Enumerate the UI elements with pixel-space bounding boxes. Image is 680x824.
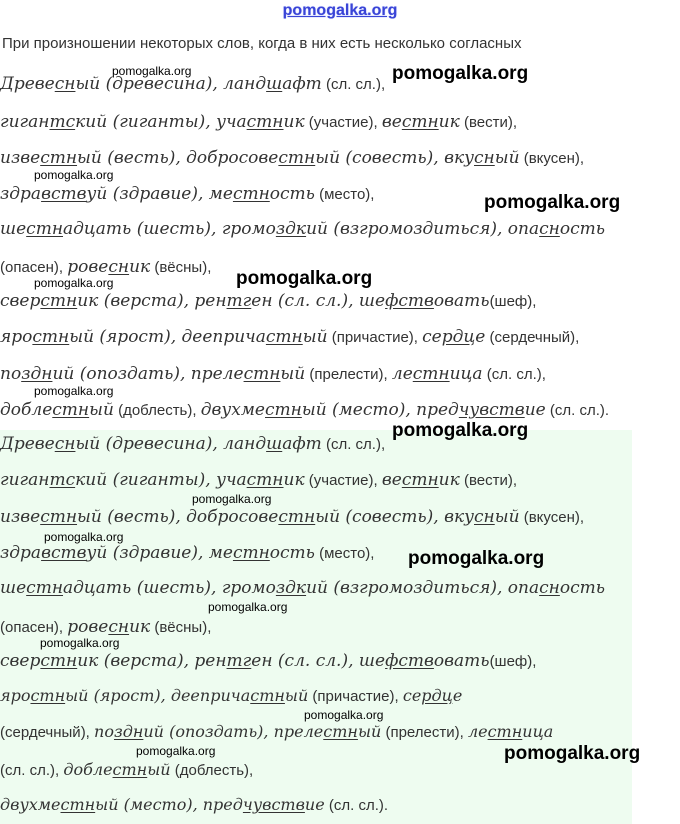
underlined-letters: стн: [40, 148, 78, 168]
underlined-letters: сн: [54, 74, 76, 94]
text-line: [0, 543, 374, 563]
text-segment: здра: [0, 543, 42, 563]
text-segment: уй (здравие), ме: [86, 184, 233, 204]
text-segment: ен (сл. сл.), ше: [251, 651, 386, 671]
underlined-letters: стн: [60, 795, 96, 814]
underlined-letters: сн: [54, 434, 76, 454]
text-segment: (вести),: [459, 114, 517, 131]
text-segment: (сл. сл.),: [321, 76, 386, 93]
text-segment: ик (верста), рен: [77, 651, 227, 671]
underlined-letters: рдц: [441, 327, 476, 347]
text-segment: (место),: [314, 186, 375, 203]
text-segment: ость: [559, 578, 605, 598]
underlined-letters: стн: [250, 686, 285, 705]
text-segment: се: [422, 327, 442, 347]
text-segment: се: [402, 686, 422, 705]
text-segment: (шеф),: [489, 293, 537, 310]
text-line: [0, 617, 211, 637]
text-segment: ик: [129, 257, 151, 277]
text-segment: ле: [467, 722, 488, 741]
underlined-letters: ш: [266, 434, 283, 454]
text-segment: ик: [283, 112, 305, 132]
underlined-letters: чувств: [242, 795, 305, 814]
text-segment: ый (совесть), вку: [315, 507, 475, 527]
text-segment: ик: [283, 470, 305, 490]
watermark: pomogalka.org: [504, 743, 641, 764]
text-segment: ве: [381, 112, 402, 132]
text-segment: овать: [433, 291, 490, 311]
text-segment: ик: [129, 617, 151, 637]
text-line: [0, 760, 253, 779]
text-segment: ий (взгромоздиться), опа: [306, 219, 540, 239]
underlined-letters: сн: [474, 507, 495, 527]
underlined-letters: сн: [108, 617, 130, 637]
text-line: [0, 578, 605, 598]
text-segment: гиган: [0, 112, 50, 132]
text-segment: ый (ярост), дееприча: [65, 686, 251, 705]
text-segment: (доблесть),: [113, 402, 201, 419]
watermark: pomogalka.org: [304, 708, 384, 722]
text-segment: изве: [0, 507, 41, 527]
text-line: [0, 795, 388, 814]
underlined-letters: стн: [40, 651, 78, 671]
underlined-letters: сн: [539, 578, 560, 598]
underlined-letters: тс: [49, 112, 76, 132]
text-line: [0, 722, 553, 741]
text-segment: ый: [280, 364, 306, 384]
text-segment: яро: [0, 327, 33, 347]
text-segment: (прелести),: [305, 366, 392, 383]
text-segment: (прелести),: [381, 724, 468, 741]
underlined-letters: стн: [26, 219, 64, 239]
text-segment: добле: [0, 400, 53, 420]
text-line: [0, 434, 385, 454]
text-segment: (вёсны),: [150, 619, 212, 636]
underlined-letters: стн: [246, 112, 284, 132]
text-segment: ый (место), пред: [301, 400, 459, 420]
underlined-letters: фств: [385, 651, 434, 671]
text-segment: ица: [522, 722, 554, 741]
underlined-letters: стн: [412, 364, 450, 384]
watermark: pomogalka.org: [208, 600, 288, 614]
text-line: [0, 291, 536, 311]
text-segment: (сл. сл.),: [0, 762, 64, 779]
text-segment: ый: [302, 327, 328, 347]
text-segment: е: [475, 327, 486, 347]
text-segment: ий (опоздать), преле: [143, 722, 324, 741]
underlined-letters: стн: [323, 722, 358, 741]
underlined-letters: сн: [539, 219, 560, 239]
text-segment: (сл. сл.),: [321, 436, 386, 453]
text-segment: ве: [381, 470, 402, 490]
text-line: [0, 184, 374, 204]
text-segment: ий (опоздать), преле: [52, 364, 244, 384]
text-segment: по: [0, 364, 22, 384]
underlined-letters: здн: [113, 722, 144, 741]
text-segment: ый (весть), добросове: [77, 507, 279, 527]
text-segment: адцать (шесть), громо: [63, 219, 276, 239]
text-segment: свер: [0, 291, 41, 311]
underlined-letters: тс: [49, 470, 76, 490]
text-segment: (сердечный),: [485, 329, 580, 346]
text-line: [0, 112, 517, 132]
text-line: [0, 219, 605, 239]
text-segment: ый (весть), добросове: [77, 148, 279, 168]
underlined-letters: стн: [278, 507, 316, 527]
text-segment: е: [452, 686, 463, 705]
text-segment: яро: [0, 686, 31, 705]
text-segment: (сл. сл.),: [482, 366, 546, 383]
text-segment: ие: [524, 400, 546, 420]
text-segment: (сл. сл.).: [545, 402, 610, 419]
text-segment: (участие),: [304, 472, 382, 489]
watermark: pomogalka.org: [192, 492, 272, 506]
text-line: [0, 327, 579, 347]
underlined-letters: стн: [278, 148, 316, 168]
text-segment: (место),: [314, 545, 375, 562]
text-segment: Древе: [0, 74, 55, 94]
text-segment: ый (древесина), ланд: [75, 74, 267, 94]
text-segment: (доблесть),: [170, 762, 254, 779]
text-segment: уй (здравие), ме: [86, 543, 233, 563]
watermark: pomogalka.org: [44, 530, 124, 544]
underlined-letters: стн: [232, 543, 270, 563]
watermark: pomogalka.org: [392, 63, 529, 84]
underlined-letters: стн: [26, 578, 64, 598]
underlined-letters: стн: [401, 112, 439, 132]
intro-text: При произношении некоторых слов, когда в них есть несколько согласных: [2, 35, 522, 52]
text-line: [0, 507, 584, 527]
text-segment: ик: [438, 112, 460, 132]
underlined-letters: стн: [232, 184, 270, 204]
underlined-letters: стн: [40, 507, 78, 527]
text-segment: ый: [284, 686, 309, 705]
text-segment: по: [94, 722, 114, 741]
text-segment: ик (верста), рен: [77, 291, 227, 311]
underlined-letters: тг: [226, 651, 252, 671]
text-segment: ше: [0, 578, 27, 598]
underlined-letters: стн: [112, 760, 148, 779]
underlined-letters: стн: [265, 327, 303, 347]
text-segment: ен (сл. сл.), ше: [251, 291, 386, 311]
watermark: pomogalka.org: [236, 268, 373, 289]
underlined-letters: фств: [385, 291, 434, 311]
underlined-letters: стн: [30, 686, 66, 705]
text-segment: (шеф),: [489, 653, 537, 670]
underlined-letters: здк: [275, 219, 307, 239]
text-line: [0, 74, 385, 94]
underlined-letters: стн: [401, 470, 439, 490]
text-segment: (вкусен),: [519, 509, 585, 526]
underlined-letters: здк: [275, 578, 307, 598]
text-segment: рове: [67, 257, 109, 277]
text-line: [0, 686, 462, 705]
text-segment: ый (совесть), вку: [315, 148, 475, 168]
text-segment: (участие),: [304, 114, 382, 131]
watermark: pomogalka.org: [112, 64, 192, 78]
text-segment: (вкусен),: [519, 150, 585, 167]
underlined-letters: чувств: [458, 400, 525, 420]
underlined-letters: здн: [21, 364, 53, 384]
text-segment: ше: [0, 219, 27, 239]
text-line: [0, 257, 211, 277]
underlined-letters: ш: [266, 74, 283, 94]
underlined-letters: тг: [226, 291, 252, 311]
text-segment: ик: [438, 470, 460, 490]
text-segment: свер: [0, 651, 41, 671]
text-segment: ость: [269, 543, 315, 563]
text-line: [0, 470, 517, 490]
text-segment: добле: [63, 760, 113, 779]
text-segment: рове: [67, 617, 109, 637]
text-segment: (сл. сл.).: [324, 797, 389, 814]
text-line: [0, 651, 536, 671]
watermark: pomogalka.org: [34, 168, 114, 182]
watermark: pomogalka.org: [34, 276, 114, 290]
watermark: pomogalka.org: [392, 420, 529, 441]
text-segment: ый: [89, 400, 114, 420]
underlined-letters: вств: [41, 184, 87, 204]
text-segment: ий (взгромоздиться), опа: [306, 578, 540, 598]
text-segment: (опасен),: [0, 259, 68, 276]
text-segment: ле: [391, 364, 413, 384]
underlined-letters: стн: [52, 400, 90, 420]
text-segment: ость: [559, 219, 605, 239]
underlined-letters: стн: [265, 400, 302, 420]
text-segment: двухме: [0, 795, 61, 814]
underlined-letters: стн: [246, 470, 284, 490]
site-title-link[interactable]: pomogalka.org: [282, 2, 398, 19]
text-segment: ость: [269, 184, 315, 204]
text-segment: адцать (шесть), громо: [63, 578, 276, 598]
text-segment: афт: [282, 434, 322, 454]
text-segment: ый: [494, 148, 520, 168]
text-segment: гиган: [0, 470, 50, 490]
text-segment: (вёсны),: [150, 259, 212, 276]
underlined-letters: вств: [41, 543, 87, 563]
underlined-letters: сн: [474, 148, 495, 168]
underlined-letters: сн: [108, 257, 130, 277]
text-segment: изве: [0, 148, 41, 168]
watermark: pomogalka.org: [40, 636, 120, 650]
text-segment: двухме: [200, 400, 265, 420]
text-segment: ый: [147, 760, 171, 779]
text-segment: ица: [449, 364, 483, 384]
text-segment: ый: [357, 722, 382, 741]
text-segment: ый (древесина), ланд: [75, 434, 267, 454]
underlined-letters: рдц: [421, 686, 453, 705]
watermark: pomogalka.org: [408, 548, 545, 569]
text-segment: здра: [0, 184, 42, 204]
text-segment: (вести),: [459, 472, 517, 489]
underlined-letters: стн: [487, 722, 523, 741]
underlined-letters: стн: [40, 291, 78, 311]
underlined-letters: стн: [32, 327, 70, 347]
text-segment: овать: [433, 651, 490, 671]
text-line: [0, 400, 609, 420]
text-segment: (опасен),: [0, 619, 68, 636]
text-segment: кий (гиганты), уча: [75, 470, 247, 490]
text-segment: кий (гиганты), уча: [75, 112, 247, 132]
text-segment: (причастие),: [308, 688, 403, 705]
watermark: pomogalka.org: [136, 744, 216, 758]
text-segment: ие: [304, 795, 325, 814]
text-segment: Древе: [0, 434, 55, 454]
underlined-letters: стн: [243, 364, 281, 384]
text-segment: ый (ярост), дееприча: [69, 327, 266, 347]
text-segment: (причастие),: [327, 329, 423, 346]
text-line: [0, 148, 584, 168]
text-segment: ый (место), пред: [95, 795, 243, 814]
watermark: pomogalka.org: [484, 192, 621, 213]
text-segment: ый: [494, 507, 520, 527]
text-segment: афт: [282, 74, 322, 94]
watermark: pomogalka.org: [34, 384, 114, 398]
text-line: [0, 364, 546, 384]
text-segment: (сердечный),: [0, 724, 95, 741]
